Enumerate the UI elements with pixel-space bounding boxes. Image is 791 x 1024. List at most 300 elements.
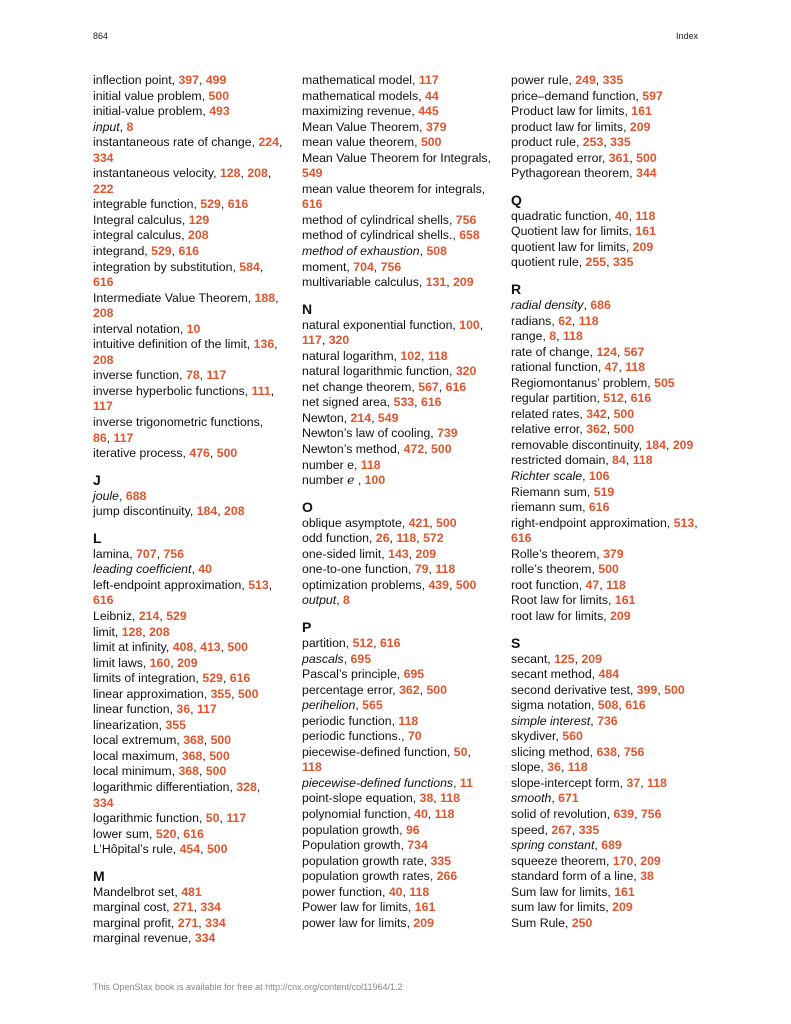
- page-link[interactable]: 549: [377, 410, 399, 425]
- page-link[interactable]: 500: [613, 406, 635, 421]
- page-link[interactable]: 118: [434, 806, 455, 821]
- index-term: range: [511, 329, 543, 344]
- page-link[interactable]: 271: [172, 900, 194, 915]
- page-link[interactable]: 529: [166, 608, 187, 623]
- index-term: net signed area: [302, 395, 387, 410]
- page-link[interactable]: 118: [427, 348, 448, 363]
- page-link[interactable]: 111: [251, 383, 271, 398]
- page-link[interactable]: 616: [588, 500, 610, 515]
- page-link[interactable]: 250: [571, 915, 593, 930]
- index-term: natural logarithmic function: [302, 364, 449, 379]
- page-link[interactable]: 508: [597, 698, 619, 713]
- page-link[interactable]: 118: [435, 562, 456, 577]
- page-link[interactable]: 361: [608, 150, 630, 165]
- page-link[interactable]: 106: [588, 469, 610, 484]
- page-link[interactable]: 500: [420, 135, 442, 150]
- index-entry: sum law for limits, 209: [511, 900, 633, 915]
- page-link[interactable]: 40: [198, 562, 212, 577]
- page-link[interactable]: 519: [593, 484, 615, 499]
- page-link[interactable]: 208: [224, 504, 245, 519]
- index-entry: integrable function, 529, 616: [93, 197, 249, 212]
- page-link[interactable]: 368: [178, 764, 199, 779]
- page-link[interactable]: 500: [208, 88, 230, 103]
- index-entry: related rates, 342, 500: [511, 406, 635, 421]
- index-entry: rolle’s theorem, 500: [511, 562, 619, 577]
- page-link[interactable]: 208: [93, 306, 114, 321]
- page-link[interactable]: 117: [196, 702, 217, 717]
- index-term: one-sided limit: [302, 546, 382, 561]
- page-link[interactable]: 688: [125, 488, 147, 503]
- page-link[interactable]: 500: [598, 562, 619, 577]
- page-link[interactable]: 161: [614, 884, 635, 899]
- index-term: quotient law for limits: [511, 239, 626, 254]
- page-link[interactable]: 695: [403, 667, 425, 682]
- page-link[interactable]: 26: [375, 531, 390, 546]
- page-link[interactable]: 399: [636, 682, 658, 697]
- page-link[interactable]: 253: [582, 135, 604, 150]
- page-link[interactable]: 334: [93, 795, 114, 810]
- index-term: oblique asymptote: [302, 515, 402, 530]
- page-link[interactable]: 209: [610, 608, 631, 623]
- page-link[interactable]: 500: [436, 515, 457, 530]
- index-entry: rational function, 47, 118: [511, 360, 646, 375]
- page-link[interactable]: 572: [423, 531, 444, 546]
- page-link[interactable]: 335: [610, 135, 631, 150]
- page-link[interactable]: 118: [302, 760, 322, 775]
- index-entry: radial density, 686: [511, 298, 611, 313]
- page-link[interactable]: 500: [237, 686, 259, 701]
- page-link[interactable]: 47: [585, 577, 600, 592]
- page-link[interactable]: 584: [239, 259, 260, 274]
- page-link[interactable]: 500: [216, 446, 238, 461]
- page-link[interactable]: 143: [388, 546, 409, 561]
- page-link[interactable]: 160: [149, 655, 171, 670]
- page-link[interactable]: 38: [419, 791, 434, 806]
- page-link[interactable]: 704: [353, 259, 374, 274]
- page-link[interactable]: 79: [414, 562, 429, 577]
- page-link[interactable]: 756: [455, 212, 477, 227]
- page-link[interactable]: 320: [328, 333, 350, 348]
- page-link[interactable]: 756: [163, 546, 184, 561]
- page-link[interactable]: 565: [362, 698, 383, 713]
- index-term: Newton: [302, 410, 344, 425]
- page-link[interactable]: 493: [209, 104, 230, 119]
- page-link[interactable]: 567: [418, 379, 439, 394]
- index-entry: limit laws, 160, 209: [93, 655, 198, 670]
- page-link[interactable]: 255: [585, 255, 607, 270]
- page-link[interactable]: 118: [409, 884, 430, 899]
- page-link[interactable]: 209: [581, 651, 602, 666]
- page-link[interactable]: 616: [227, 197, 249, 212]
- index-entry: local maximum, 368, 500: [93, 748, 230, 763]
- index-term: joule: [93, 488, 119, 503]
- index-entry: Newton, 214, 549: [302, 410, 399, 425]
- page-link[interactable]: 117: [418, 73, 439, 87]
- page-link[interactable]: 209: [632, 239, 654, 254]
- index-term: population growth: [302, 822, 400, 837]
- page-link[interactable]: 344: [636, 166, 657, 181]
- page-link[interactable]: 37: [626, 775, 641, 790]
- index-entry: periodic functions., 70: [302, 729, 422, 744]
- page-link[interactable]: 118: [606, 577, 626, 592]
- index-entry: Mean Value Theorem for Integrals, 549: [302, 150, 491, 181]
- index-term: Pascal’s principle: [302, 667, 397, 682]
- page-link[interactable]: 78: [185, 368, 200, 383]
- index-term: price–demand function: [511, 88, 636, 103]
- page-link[interactable]: 117: [302, 333, 322, 348]
- index-term: interval notation: [93, 321, 180, 336]
- index-entry: riemann sum, 616: [511, 500, 610, 515]
- page-link[interactable]: 413: [200, 640, 221, 655]
- index-term: Mean Value Theorem for Integrals: [302, 150, 488, 165]
- page-link[interactable]: 102: [400, 348, 421, 363]
- page-link[interactable]: 616: [229, 671, 251, 686]
- page-link[interactable]: 118: [567, 760, 588, 775]
- page-link[interactable]: 671: [558, 791, 579, 806]
- page-link[interactable]: 500: [455, 577, 477, 592]
- index-term: Newton’s method: [302, 442, 397, 457]
- page-link[interactable]: 355: [210, 686, 232, 701]
- page-link[interactable]: 334: [200, 900, 221, 915]
- page-link[interactable]: 50: [205, 811, 220, 826]
- index-entry: Pascal’s principle, 695: [302, 667, 425, 682]
- page-link[interactable]: 209: [629, 119, 651, 134]
- page-link[interactable]: 499: [205, 73, 227, 87]
- page-link[interactable]: 533: [393, 395, 415, 410]
- index-entry: mathematical model, 117: [302, 73, 439, 87]
- page-link[interactable]: 38: [640, 869, 654, 884]
- page-link[interactable]: 118: [562, 329, 583, 344]
- index-term: polynomial function: [302, 806, 408, 821]
- index-entry: output, 8: [302, 593, 350, 608]
- index-term: local minimum: [93, 764, 172, 779]
- page-link[interactable]: 500: [205, 764, 227, 779]
- index-term: instantaneous velocity: [93, 166, 214, 181]
- index-entry: method of cylindrical shells., 658: [302, 228, 480, 243]
- page-link[interactable]: 249: [575, 73, 596, 87]
- page-link[interactable]: 756: [623, 744, 645, 759]
- index-entry: intuitive definition of the limit, 136, 208: [93, 337, 278, 367]
- index-entry: optimization problems, 439, 500: [302, 577, 477, 592]
- page-link[interactable]: 368: [181, 748, 203, 763]
- page-link[interactable]: 362: [399, 682, 420, 697]
- index-entry: instantaneous velocity, 128, 208, 222: [93, 166, 272, 196]
- page-link[interactable]: 40: [388, 884, 403, 899]
- page-link[interactable]: 118: [625, 360, 646, 375]
- page-link[interactable]: 616: [178, 244, 200, 259]
- page-link[interactable]: 36: [547, 760, 561, 775]
- page-link[interactable]: 616: [445, 379, 467, 394]
- index-entry: perihelion, 565: [302, 698, 383, 713]
- index-term: net change theorem: [302, 379, 412, 394]
- page-link[interactable]: 117: [226, 811, 247, 826]
- page-link[interactable]: 658: [459, 228, 480, 243]
- page-link[interactable]: 170: [612, 853, 634, 868]
- page-link[interactable]: 597: [642, 88, 663, 103]
- page-link[interactable]: 368: [183, 733, 204, 748]
- page-link[interactable]: 209: [413, 915, 434, 930]
- math-symbol: e: [347, 473, 355, 488]
- index-entry: power function, 40, 118: [302, 884, 430, 899]
- index-entry: Product law for limits, 161: [511, 104, 652, 119]
- index-term: radial density: [511, 298, 584, 313]
- index-term: solid of revolution: [511, 806, 607, 821]
- index-term: limit: [93, 624, 115, 639]
- page-link[interactable]: 421: [408, 515, 430, 530]
- page-link[interactable]: 500: [613, 422, 635, 437]
- page-link[interactable]: 334: [93, 150, 114, 165]
- page-link[interactable]: 500: [210, 733, 232, 748]
- page-link[interactable]: 131: [425, 275, 447, 290]
- page-link[interactable]: 500: [426, 682, 447, 697]
- page-link[interactable]: 125: [554, 651, 575, 666]
- index-term: Newton’s law of cooling: [302, 426, 431, 441]
- page-link[interactable]: 472: [403, 442, 425, 457]
- page-link[interactable]: 529: [202, 671, 223, 686]
- page-link[interactable]: 208: [247, 166, 268, 181]
- page-link[interactable]: 222: [93, 181, 114, 196]
- page-link[interactable]: 439: [428, 577, 449, 592]
- page-link[interactable]: 208: [188, 228, 209, 243]
- index-column-2: [302, 73, 492, 931]
- page-link[interactable]: 8: [549, 329, 557, 344]
- index-term: left-endpoint approximation: [93, 577, 242, 592]
- page-link[interactable]: 117: [113, 430, 134, 445]
- page-link[interactable]: 214: [138, 608, 160, 623]
- page-link[interactable]: 100: [459, 317, 480, 332]
- page-link[interactable]: 129: [188, 212, 210, 227]
- page-link[interactable]: 128: [219, 166, 241, 181]
- page-link[interactable]: 117: [93, 399, 113, 414]
- page-link[interactable]: 118: [647, 775, 667, 790]
- index-entry: number e, 118: [302, 457, 381, 472]
- page-link[interactable]: 454: [179, 842, 201, 857]
- page-link[interactable]: 734: [407, 838, 428, 853]
- page-link[interactable]: 70: [407, 729, 422, 744]
- index-entry: maximizing revenue, 445: [302, 104, 439, 119]
- index-term: integrand: [93, 244, 145, 259]
- page-link[interactable]: 8: [343, 593, 350, 608]
- page-link[interactable]: 500: [209, 748, 230, 763]
- page-link[interactable]: 128: [121, 624, 143, 639]
- index-entry: quadratic function, 40, 118: [511, 208, 656, 223]
- page-link[interactable]: 209: [612, 900, 633, 915]
- page-link[interactable]: 445: [418, 104, 439, 119]
- page-link[interactable]: 520: [155, 826, 177, 841]
- index-term: relative error: [511, 422, 580, 437]
- index-term: propagated error: [511, 150, 602, 165]
- index-entry: net signed area, 533, 616: [302, 395, 442, 410]
- page-link[interactable]: 208: [149, 624, 170, 639]
- page-link[interactable]: 50: [453, 744, 468, 759]
- page-link[interactable]: 335: [430, 853, 452, 868]
- page-link[interactable]: 118: [632, 453, 653, 468]
- index-entry: restricted domain, 84, 118: [511, 453, 653, 468]
- index-term: power function: [302, 884, 382, 899]
- index-letter-heading: Q: [511, 191, 522, 208]
- page-link[interactable]: 62: [558, 313, 572, 328]
- page-link[interactable]: 639: [613, 806, 635, 821]
- page-link[interactable]: 638: [596, 744, 617, 759]
- page-link[interactable]: 118: [440, 791, 460, 806]
- page-link[interactable]: 567: [623, 344, 645, 359]
- page-link[interactable]: 188: [254, 290, 276, 305]
- page-link[interactable]: 161: [635, 224, 656, 239]
- page-link[interactable]: 86: [93, 430, 107, 445]
- page-link[interactable]: 136: [253, 337, 275, 352]
- page-link[interactable]: 689: [601, 838, 622, 853]
- page-link[interactable]: 342: [586, 406, 607, 421]
- page-link[interactable]: 484: [598, 667, 620, 682]
- page-link[interactable]: 481: [181, 884, 202, 899]
- page-link[interactable]: 184: [645, 437, 666, 452]
- page-link[interactable]: 118: [578, 313, 599, 328]
- index-entry: point-slope equation, 38, 118: [302, 791, 460, 806]
- index-entry: iterative process, 476, 500: [93, 446, 238, 461]
- page-link[interactable]: 335: [602, 73, 624, 87]
- index-entry: mathematical models, 44: [302, 88, 439, 103]
- page-link[interactable]: 560: [562, 729, 583, 744]
- page-link[interactable]: 271: [177, 915, 199, 930]
- page-link[interactable]: 266: [436, 869, 458, 884]
- page-link[interactable]: 500: [431, 442, 452, 457]
- index-entry: inflection point, 397, 499: [93, 73, 227, 87]
- index-term: quotient rule: [511, 255, 579, 270]
- page-link[interactable]: 209: [453, 275, 474, 290]
- index-term: Product law for limits: [511, 104, 625, 119]
- page-link[interactable]: 505: [654, 375, 675, 390]
- page-link[interactable]: 328: [236, 779, 257, 794]
- page-link[interactable]: 335: [578, 822, 600, 837]
- page-link[interactable]: 508: [426, 244, 447, 259]
- page-link[interactable]: 408: [172, 640, 194, 655]
- index-term: inverse trigonometric functions: [93, 415, 260, 430]
- page-link[interactable]: 320: [455, 364, 477, 379]
- page-link[interactable]: 513: [673, 515, 695, 530]
- page-link[interactable]: 118: [398, 713, 419, 728]
- index-entry: Riemann sum, 519: [511, 484, 615, 499]
- index-term: method of cylindrical shells: [302, 212, 449, 227]
- page-link[interactable]: 209: [415, 546, 437, 561]
- page-link[interactable]: 362: [586, 422, 607, 437]
- page-link[interactable]: 124: [596, 344, 617, 359]
- page-link[interactable]: 379: [603, 546, 624, 561]
- index-term: regular partition: [511, 391, 597, 406]
- page-link[interactable]: 616: [302, 197, 323, 212]
- page-link[interactable]: 40: [414, 806, 428, 821]
- page-link[interactable]: 513: [248, 577, 269, 592]
- page-link[interactable]: 739: [437, 426, 458, 441]
- page-link[interactable]: 10: [186, 321, 201, 336]
- page-link[interactable]: 209: [640, 853, 661, 868]
- page-link[interactable]: 208: [93, 352, 114, 367]
- page-link[interactable]: 355: [165, 717, 186, 732]
- page-link[interactable]: 500: [664, 682, 685, 697]
- page-link[interactable]: 118: [635, 208, 656, 223]
- page-link[interactable]: 500: [636, 150, 657, 165]
- page-link[interactable]: 335: [612, 255, 634, 270]
- index-term: slope: [511, 760, 541, 775]
- page-link[interactable]: 209: [177, 655, 198, 670]
- page-link[interactable]: 756: [640, 806, 662, 821]
- page-link[interactable]: 100: [364, 473, 386, 488]
- page-link[interactable]: 500: [206, 842, 228, 857]
- page-link[interactable]: 379: [425, 119, 447, 134]
- page-link[interactable]: 184: [196, 504, 218, 519]
- index-term: integrable function: [93, 197, 194, 212]
- index-entry: speed, 267, 335: [511, 822, 600, 837]
- page-link[interactable]: 616: [421, 395, 442, 410]
- page-link[interactable]: 616: [93, 275, 114, 290]
- page-link[interactable]: 8: [126, 119, 134, 134]
- index-term: secant: [511, 651, 548, 666]
- page-link[interactable]: 616: [511, 531, 532, 546]
- index-entry: rate of change, 124, 567: [511, 344, 645, 359]
- page-link[interactable]: 476: [189, 446, 210, 461]
- page-link[interactable]: 549: [302, 166, 323, 181]
- page-link[interactable]: 397: [178, 73, 199, 87]
- index-term: percentage error: [302, 682, 393, 697]
- page-link[interactable]: 209: [672, 437, 694, 452]
- page-link[interactable]: 11: [459, 775, 473, 790]
- page-link[interactable]: 334: [205, 915, 226, 930]
- page-link[interactable]: 529: [151, 244, 172, 259]
- page-link[interactable]: 47: [604, 360, 619, 375]
- page-link[interactable]: 84: [612, 453, 626, 468]
- page-link[interactable]: 512: [352, 635, 374, 650]
- page-link[interactable]: 161: [614, 593, 636, 608]
- page-link[interactable]: 118: [360, 457, 381, 472]
- page-link[interactable]: 161: [631, 104, 652, 119]
- page-link[interactable]: 118: [396, 531, 417, 546]
- page-link[interactable]: 512: [603, 391, 624, 406]
- page-link[interactable]: 616: [183, 826, 204, 841]
- page-link[interactable]: 686: [590, 298, 611, 313]
- index-term: limit laws: [93, 655, 143, 670]
- page-link[interactable]: 40: [614, 208, 629, 223]
- index-entry: squeeze theorem, 170, 209: [511, 853, 661, 868]
- page-link[interactable]: 529: [200, 197, 221, 212]
- index-entry: logarithmic function, 50, 117: [93, 811, 247, 826]
- page-link[interactable]: 707: [136, 546, 157, 561]
- index-term: speed: [511, 822, 545, 837]
- page-link[interactable]: 616: [379, 635, 401, 650]
- page-link[interactable]: 616: [625, 698, 646, 713]
- page-link[interactable]: 161: [414, 900, 436, 915]
- page-link[interactable]: 736: [597, 713, 618, 728]
- index-entry: natural logarithmic function, 320: [302, 364, 477, 379]
- page-link[interactable]: 44: [425, 88, 439, 103]
- index-term: marginal revenue: [93, 931, 189, 946]
- index-letter-heading: L: [93, 529, 102, 546]
- page-link[interactable]: 616: [630, 391, 652, 406]
- page-link[interactable]: 616: [93, 593, 114, 608]
- index-entry: population growth rates, 266: [302, 869, 458, 884]
- page-link[interactable]: 267: [551, 822, 572, 837]
- page-link[interactable]: 96: [405, 822, 420, 837]
- page-link[interactable]: 117: [206, 368, 227, 383]
- page-link[interactable]: 500: [227, 640, 249, 655]
- index-term: mathematical model: [302, 73, 413, 87]
- page-link[interactable]: 224: [258, 135, 279, 150]
- page-link[interactable]: 36: [176, 702, 191, 717]
- page-link[interactable]: 695: [350, 651, 372, 666]
- page-link[interactable]: 214: [350, 410, 372, 425]
- page-link[interactable]: 756: [380, 259, 402, 274]
- index-term: integral calculus: [93, 228, 182, 243]
- index-entry: interval notation, 10: [93, 321, 201, 336]
- page-link[interactable]: 334: [194, 931, 216, 946]
